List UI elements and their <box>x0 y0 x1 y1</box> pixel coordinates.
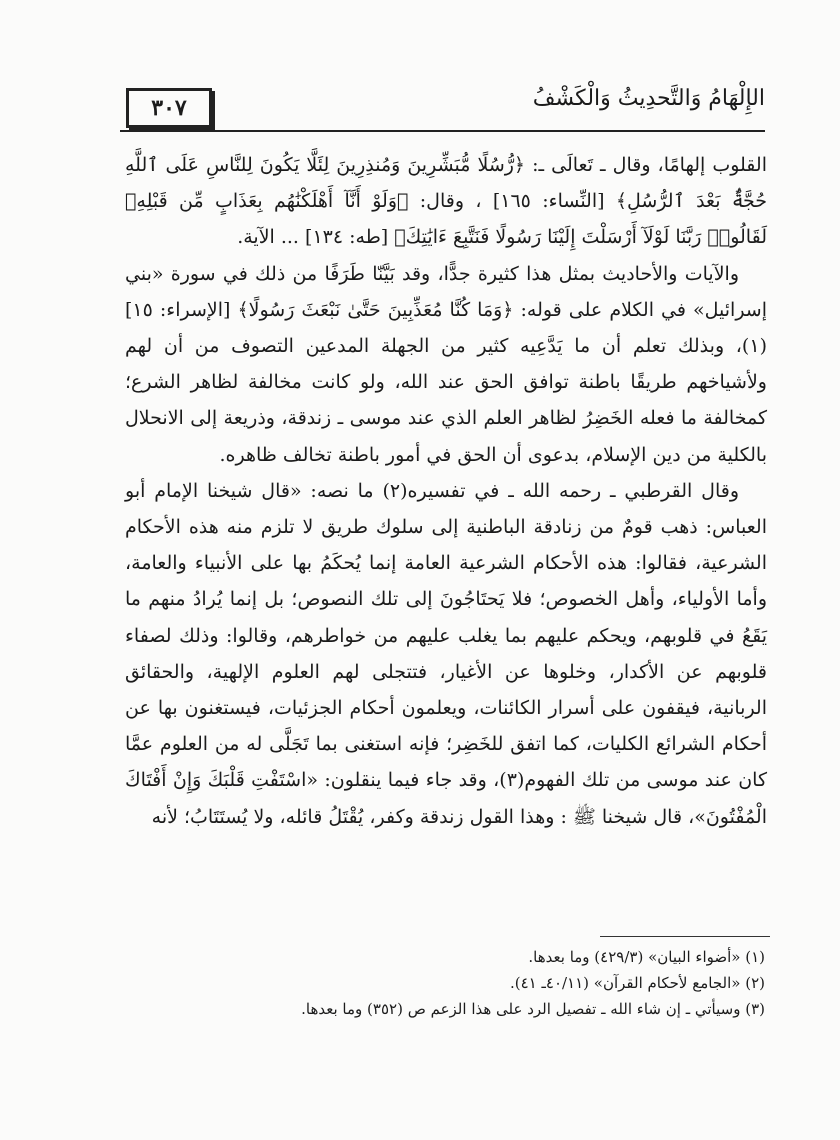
text-line: العباس: ذهب قومٌ من زنادقة الباطنية إلى سلوك طريق لا تلزم منه هذه الأحكام <box>125 516 767 539</box>
text-line: في قلوبهم، ويحكم عليهم بما يغلب عليهم من خواطرهم، وقالوا: وذلك لصفاء <box>125 624 735 647</box>
text-line: الأولياء، وأهل الخصوص؛ فلا يَحتَاجُونَ إلى تلك النصوص؛ بل إنما يُرادُ منهم ما يَقَعُ <box>125 588 767 647</box>
text-line: قلوبهم عن الأكدار، وخلوها عن الأغيار، فتتجلى لهم العلوم الإلهية، والحقائق <box>125 660 767 683</box>
text-line: الشرعية، فقالوا: هذه الأحكام الشرعية العامة إنما يُحكَمُ بها على الأنبياء والعامة، وأما <box>125 552 767 611</box>
text-line: الربانية، فيقفون على أسرار الكائنات، ويعلمون أحكام الجزئيات، فيستغنون بها عن <box>125 697 767 720</box>
footnotes <box>125 944 765 1022</box>
text-line: الْمُفْتُونَ»، قال شيخنا ﷺ : وهذا القول زندقة وكفر، يُقْتَلُ قائله، ولا يُستَتَابُ؛ لأنه <box>151 805 767 828</box>
text-line: حُجَّةٌۢ بَعْدَ ٱلرُّسُلِ﴾ [النِّساء: ١٦٥] ، وقال: ﴿وَلَوْ أَنَّآ أَهْلَكْنَٰهُم بِعَذَابٍ مِّن قَبْلِهِۦ <box>125 190 767 213</box>
text-line: ١٥](١)، وبذلك تعلم أن ما يَدَّعِيه كثير من الجهلة المدعين التصوف من أن لهم <box>125 298 767 358</box>
paragraph-2 <box>125 256 767 473</box>
paragraph-1 <box>125 147 767 256</box>
footnote-1: (١) «أضواء البيان» (٤٢٩/٣) وما بعدها. <box>528 948 765 966</box>
text-line: القلوب إلهامًا، وقال ـ تَعالَى ـ: ﴿رُّسُلًا مُّبَشِّرِينَ وَمُنذِرِينَ لِئَلَّا يَكُونَ لِلنَّاسِ عَلَى ٱللَّهِ <box>125 154 767 176</box>
footnote-2: (٢) «الجامع لأحكام القرآن» (٤٠/١١ـ ٤١). <box>509 974 765 992</box>
footnote-3: (٣) وسيأتي ـ إن شاء الله ـ تفصيل الرد على هذا الزعم ص (٣٥٢) وما بعدها. <box>301 1000 765 1018</box>
text-line: إسرائيل» في الكلام على قوله: ﴿وَمَا كُنَّا مُعَذِّبِينَ حَتَّىٰ نَبْعَثَ رَسُولًا﴾ [الإسراء: <box>159 298 767 321</box>
page-header <box>120 82 765 132</box>
footnote-divider <box>600 936 770 937</box>
text-line: أحكام الشرائع الكليات، كما اتفق للخَضِر؛ فإنه استغنى بما تَجَلَّى له من العلوم عمَّا <box>125 733 767 756</box>
running-title: الإِلْهَامُ وَالتَّحدِيثُ وَالْكَشْفُ <box>532 86 765 111</box>
text-line: وقال القرطبي ـ رحمه الله ـ في تفسيره(٢) ما نصه: «قال شيخنا الإمام أبو <box>125 479 740 502</box>
page-number: ٣٠٧ <box>126 88 212 128</box>
text-line: كمخالفة ما فعله الخَضِرُ لظاهر العلم الذي عند موسى ـ زندقة، وذريعة إلى الانحلال <box>125 407 767 430</box>
text-line: بالكلية من دين الإسلام، بدعوى أن الحق في أمور باطنة تخالف ظاهره. <box>219 443 767 466</box>
paragraph-3 <box>125 473 767 835</box>
text-line: ولأشياخهم طريقًا باطنة توافق الحق عند الله، ولو كانت مخالفة لظاهر الشرع؛ <box>125 371 767 394</box>
text-line: كان عند موسى من تلك الفهوم(٣)، وقد جاء فيما ينقلون: «اسْتَفْتِ قَلْبَكَ وَإِنْ أَفْتَاكَ <box>125 769 767 792</box>
header-divider <box>120 130 765 132</box>
main-text <box>125 147 767 835</box>
text-line: والآيات والأحاديث بمثل هذا كثيرة جدًّا، وقد بَيَّنّا طَرَفًا من ذلك في سورة «بني <box>125 262 739 285</box>
text-line: لَقَالُوا۟ رَبَّنَا لَوْلَآ أَرْسَلْتَ إِلَيْنَا رَسُولًا فَنَتَّبِعَ ءَايَٰتِكَ﴾ [طه: ١٣٤] ... الآية. <box>237 226 767 249</box>
